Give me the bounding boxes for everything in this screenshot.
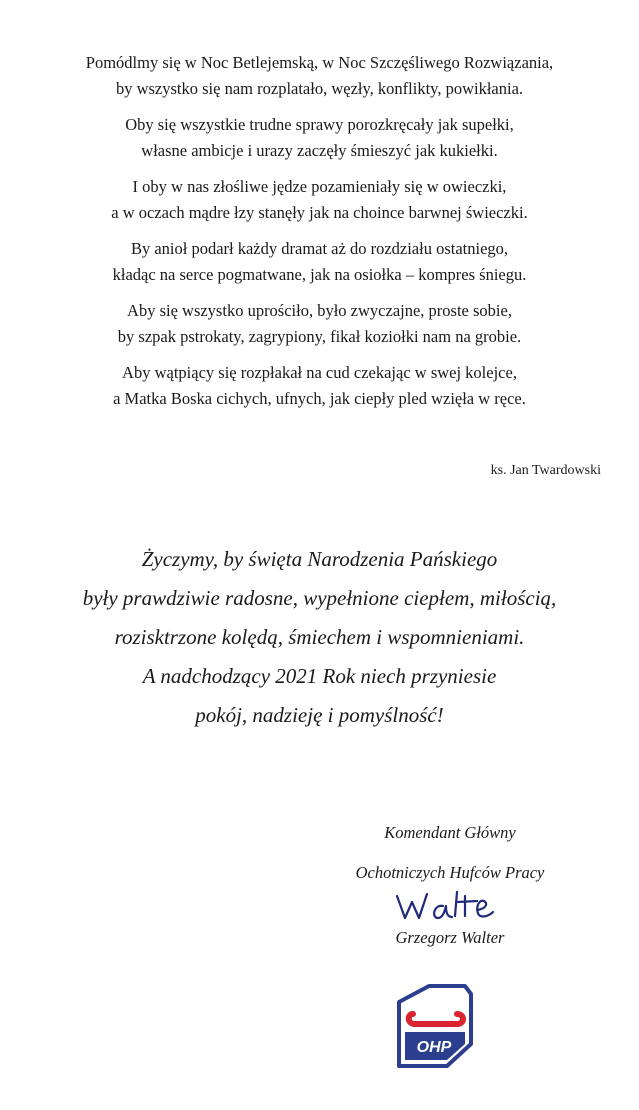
wishes-line: Życzymy, by święta Narodzenia Pańskiego: [141, 547, 498, 571]
poem-author: ks. Jan Twardowski: [490, 463, 601, 478]
poem-line: Aby się wszystko uprościło, było zwyczajne, proste sobie,: [127, 301, 512, 320]
poem-line: a Matka Boska cichych, ufnych, jak ciepły pled wzięła w ręce.: [113, 389, 526, 408]
poem-line: kładąc na serce pogmatwane, jak na osiołka – kompres śniegu.: [112, 265, 527, 284]
wishes-line: pokój, nadzieję i pomyślność!: [195, 703, 444, 727]
poem-stanza: [0, 360, 639, 412]
poem-stanza: [0, 50, 639, 102]
wishes-line: rozisktrzone kolędą, śmiechem i wspomnieniami.: [114, 625, 525, 649]
signatory-organization: Ochotniczych Hufców Pracy: [355, 863, 545, 882]
poem-line: a w oczach mądre łzy stanęły jak na choince barwnej świeczki.: [111, 203, 528, 222]
poem-line: by szpak pstrokaty, zagrypiony, fikał koziołki nam na grobie.: [117, 327, 522, 346]
wishes-line: A nadchodzący 2021 Rok niech przyniesie: [142, 664, 497, 688]
poem-line: I oby w nas złośliwe jędze pozamieniały się w owieczki,: [132, 177, 507, 196]
signature-block: [300, 820, 600, 948]
poem: [0, 50, 639, 422]
signatory-name: Grzegorz Walter: [395, 928, 505, 947]
ohp-logo: [387, 980, 479, 1072]
signatory-title: Komendant Główny: [384, 823, 516, 842]
poem-stanza: [0, 236, 639, 288]
poem-line: By anioł podarł każdy dramat aż do rozdziału ostatniego,: [130, 239, 509, 258]
wishes-line: były prawdziwie radosne, wypełnione ciepłem, miłością,: [82, 586, 557, 610]
poem-line: Oby się wszystkie trudne sprawy porozkręcały jak supełki,: [125, 115, 514, 134]
poem-line: Aby wątpiący się rozpłakał na cud czekając w swej kolejce,: [122, 363, 517, 382]
christmas-wishes: [0, 540, 639, 735]
poem-line: by wszystko się nam rozplatało, węzły, konflikty, powikłania.: [115, 79, 524, 98]
handwritten-signature: [385, 886, 515, 928]
poem-line: Pomódlmy się w Noc Betlejemską, w Noc Szczęśliwego Rozwiązania,: [85, 53, 554, 72]
poem-stanza: [0, 112, 639, 164]
poem-line: własne ambicje i urazy zaczęły śmieszyć jak kukiełki.: [141, 141, 498, 160]
poem-stanza: [0, 298, 639, 350]
logo-text: OHP: [416, 1039, 452, 1056]
poem-stanza: [0, 174, 639, 226]
